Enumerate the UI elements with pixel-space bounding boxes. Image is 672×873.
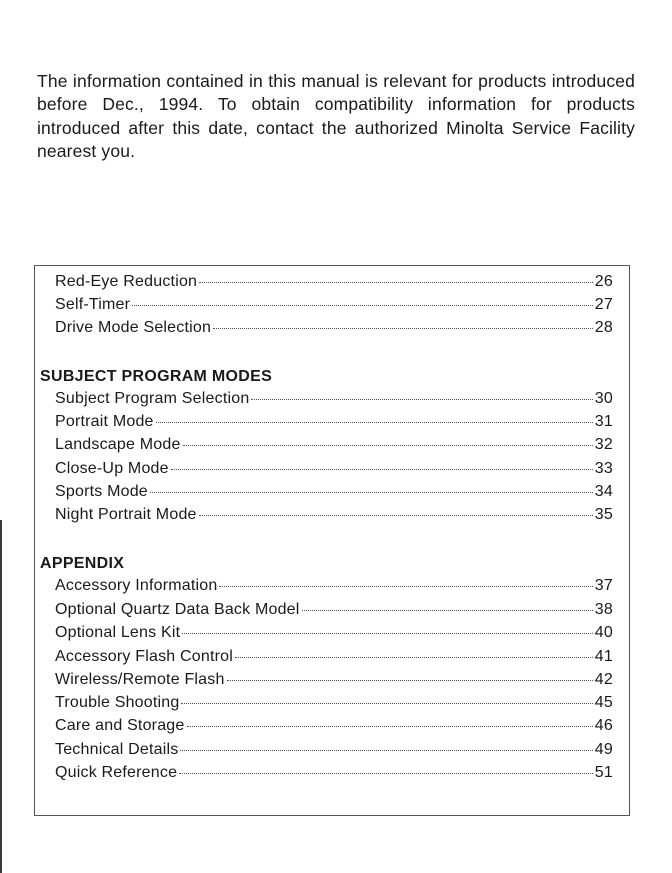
toc-entry[interactable] [55, 390, 613, 413]
section-heading-appendix: APPENDIX [40, 555, 125, 572]
dot-leader [156, 422, 593, 423]
toc-entry-page: 49 [594, 741, 613, 758]
toc-entry-title: Wireless/Remote Flash [55, 671, 225, 688]
toc-entry-title: Trouble Shooting [55, 694, 180, 711]
toc-entry-title: Subject Program Selection [55, 390, 250, 407]
toc-entry-title: Red-Eye Reduction [55, 273, 198, 290]
toc-entry-page: 35 [594, 506, 613, 523]
toc-entry[interactable] [55, 624, 613, 647]
toc-entry[interactable] [55, 460, 613, 483]
toc-entry-title: Landscape Mode [55, 436, 181, 453]
toc-entry-page: 40 [594, 624, 613, 641]
dot-leader [180, 750, 592, 751]
toc-entry[interactable] [55, 506, 613, 529]
toc-entry-page: 26 [594, 273, 613, 290]
dot-leader [187, 726, 593, 727]
toc-entry-page: 51 [594, 764, 613, 781]
dot-leader [302, 610, 593, 611]
toc-entry[interactable] [55, 577, 613, 600]
toc-entry-title: Self-Timer [55, 296, 131, 313]
toc-entry-title: Accessory Information [55, 577, 218, 594]
toc-entry[interactable] [55, 483, 613, 506]
toc-entry-page: 41 [594, 648, 613, 665]
dot-leader [219, 586, 592, 587]
toc-entry-title: Accessory Flash Control [55, 648, 233, 665]
dot-leader [183, 445, 593, 446]
dot-leader [235, 657, 593, 658]
toc-entry[interactable] [55, 764, 613, 787]
toc-entry-page: 28 [594, 319, 613, 336]
dot-leader [251, 399, 592, 400]
toc-entry-page: 34 [594, 483, 613, 500]
dot-leader [199, 515, 593, 516]
toc-entry-title: Portrait Mode [55, 413, 154, 430]
toc-entry[interactable] [55, 694, 613, 717]
toc-entry-title: Technical Details [55, 741, 179, 758]
toc-entry-page: 31 [594, 413, 613, 430]
toc-entry-title: Optional Quartz Data Back Model [55, 601, 300, 618]
toc-entry[interactable] [55, 413, 613, 436]
toc-entry-page: 30 [594, 390, 613, 407]
dot-leader [227, 680, 593, 681]
toc-entry[interactable] [55, 671, 613, 694]
toc-entry-title: Optional Lens Kit [55, 624, 181, 641]
toc-entry[interactable] [55, 601, 613, 624]
toc-entry[interactable] [55, 273, 613, 296]
toc-entry-title: Drive Mode Selection [55, 319, 212, 336]
table-of-contents [34, 265, 630, 816]
dot-leader [132, 305, 593, 306]
toc-entry-page: 42 [594, 671, 613, 688]
toc-entry-page: 45 [594, 694, 613, 711]
toc-entry-title: Sports Mode [55, 483, 148, 500]
toc-entry-title: Quick Reference [55, 764, 178, 781]
dot-leader [199, 282, 593, 283]
toc-entry-page: 38 [594, 601, 613, 618]
toc-entry-title: Night Portrait Mode [55, 506, 197, 523]
toc-entry-page: 32 [594, 436, 613, 453]
dot-leader [150, 492, 593, 493]
compatibility-notice: The information contained in this manual is relevant for products introduced before Dec., 1994. To obtain compatibility information for products introduced after this date, contact the authorized Minolta Service Facility nearest you. [37, 70, 635, 161]
toc-entry-page: 37 [594, 577, 613, 594]
toc-entry-title: Close-Up Mode [55, 460, 169, 477]
toc-entry-title: Care and Storage [55, 717, 185, 734]
toc-entry[interactable] [55, 741, 613, 764]
toc-entry[interactable] [55, 717, 613, 740]
dot-leader [171, 469, 593, 470]
dot-leader [181, 703, 592, 704]
toc-entry[interactable] [55, 319, 613, 342]
page-edge-line [0, 520, 2, 873]
toc-entry-page: 33 [594, 460, 613, 477]
toc-entry[interactable] [55, 648, 613, 671]
toc-entry[interactable] [55, 296, 613, 319]
toc-entry-page: 46 [594, 717, 613, 734]
toc-entry-page: 27 [594, 296, 613, 313]
dot-leader [179, 773, 593, 774]
toc-entry[interactable] [55, 436, 613, 459]
section-heading-subject-program-modes: SUBJECT PROGRAM MODES [40, 368, 273, 385]
dot-leader [213, 328, 593, 329]
dot-leader [182, 633, 593, 634]
